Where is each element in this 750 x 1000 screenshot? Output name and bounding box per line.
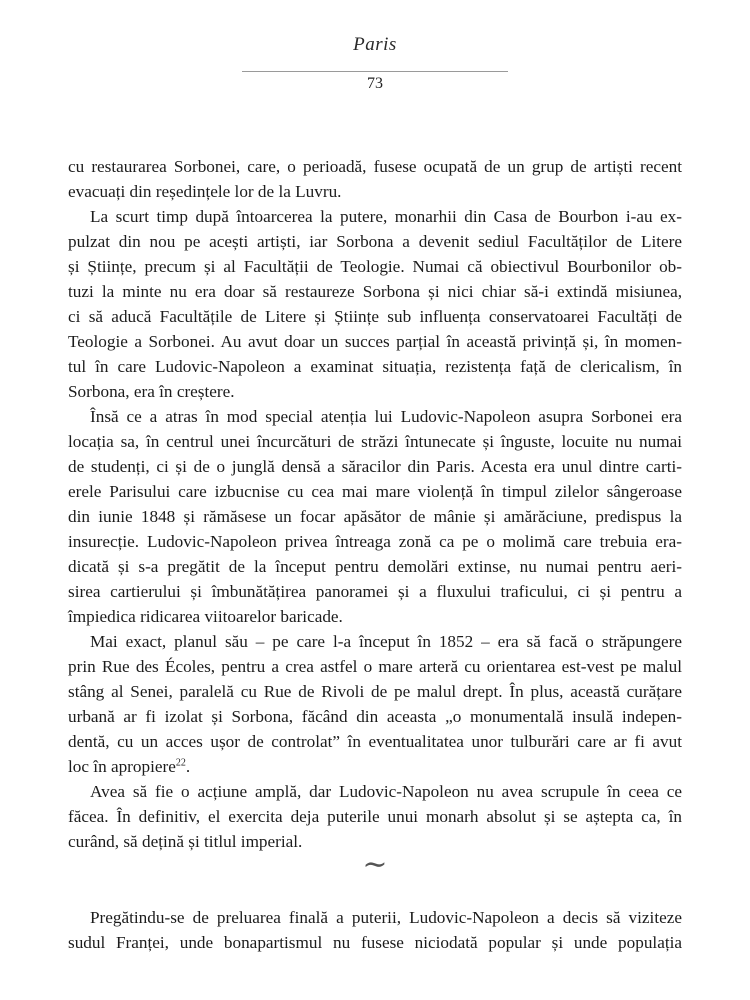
text-line: tul în care Ludovic-Napoleon a examinat situația, rezistența față de clericalism, în (68, 357, 682, 376)
text-line: prin Rue des Écoles, pentru a crea astfel o mare arteră cu orientarea est-vest pe malul (68, 657, 682, 676)
text-line: evacuați din reședințele lor de la Luvru. (68, 182, 342, 201)
text-line-with-footnote (68, 754, 682, 779)
text-line: locația sa, în centrul unei încurcături de străzi întunecate și înguste, locuite nu numai (68, 432, 682, 451)
paragraph (68, 779, 682, 854)
text-line: erele Parisului care izbucnise cu cea mai mare violență în timpul zilelor sângeroase (68, 482, 682, 501)
text-line: tuzi la minte nu era doar să restaureze Sorbona și nici chiar să-i extindă misiunea, (68, 282, 682, 301)
text-line: Avea să fie o acțiune amplă, dar Ludovic-Napoleon nu avea scrupule în ceea ce (90, 782, 682, 801)
text-fragment: loc în apropiere (68, 757, 176, 776)
text-line: ci să aducă Facultățile de Litere și Științe sub influența conservatoarei Facultăți de (68, 307, 682, 326)
body-text-section-2 (68, 905, 682, 955)
text-line: cu restaurarea Sorbonei, care, o perioadă, fusese ocupată de un grup de artiști recent (68, 157, 682, 176)
paragraph (68, 154, 682, 204)
text-line: sudul Franței, unde bonapartismul nu fusese niciodată popular și unde populația (68, 933, 682, 952)
paragraph (68, 204, 682, 404)
text-line: urbană ar fi izolat și Sorbona, făcând din aceasta „o monumentală insulă indepen- (68, 707, 682, 726)
section-break-ornament-icon: ∼ (362, 848, 388, 881)
text-line: de studenți, ci și de o junglă densă a săracilor din Paris. Acesta era unul dintre carti- (68, 457, 682, 476)
text-line: Pregătindu-se de preluarea finală a puterii, Ludovic-Napoleon a decis să viziteze (90, 908, 682, 927)
text-line: Mai exact, planul său – pe care l-a început în 1852 – era să facă o străpungere (90, 632, 682, 651)
text-line: Teologie a Sorbonei. Au avut doar un succes parțial în această privință și, în momen- (68, 332, 682, 351)
text-line: împiedica ridicarea viitoarelor baricade. (68, 607, 343, 626)
text-line: făcea. În definitiv, el exercita deja puterile unui monarh absolut și se aștepta ca, în (68, 807, 682, 826)
text-line: curând, să dețină și titlul imperial. (68, 832, 303, 851)
header-rule (242, 71, 508, 72)
page-number: 73 (367, 75, 383, 92)
footnote-reference[interactable]: 22 (175, 757, 186, 769)
text-line: dicată și s-a pregătit de la început pentru demolări extinse, nu numai pentru aeri- (68, 557, 682, 576)
running-head-title: Paris (353, 34, 397, 55)
body-text-section-1 (68, 154, 682, 854)
text-line: Sorbona, era în creștere. (68, 382, 235, 401)
paragraph (68, 404, 682, 629)
text-fragment: . (185, 757, 191, 776)
text-line: din iunie 1848 și rămăsese un focar apăsător de mânie și amărăciune, predispus la (68, 507, 682, 526)
text-line: sirea cartierului și îmbunătățirea panoramei și a fluxului traficului, ci și pentru a (68, 582, 682, 601)
paragraph (68, 629, 682, 779)
text-line: și Științe, precum și al Facultății de Teologie. Numai că obiectivul Bourbonilor ob- (68, 257, 682, 276)
text-line: insurecție. Ludovic-Napoleon privea întreaga zonă ca pe o molimă care trebuia era- (68, 532, 682, 551)
text-line: La scurt timp după întoarcerea la putere, monarhii din Casa de Bourbon i-au ex- (90, 207, 682, 226)
text-line: stâng al Senei, paralelă cu Rue de Rivoli de pe malul drept. În plus, această curățare (68, 682, 682, 701)
text-line: Însă ce a atras în mod special atenția lui Ludovic-Napoleon asupra Sorbonei era (90, 407, 682, 426)
paragraph (68, 905, 682, 955)
text-line: dentă, cu un acces ușor de controlat” în eventualitatea unor tulburări care ar fi avut (68, 732, 682, 751)
text-line: pulzat din nou pe acești artiști, iar Sorbona a devenit sediul Facultăților de Litere (68, 232, 682, 251)
